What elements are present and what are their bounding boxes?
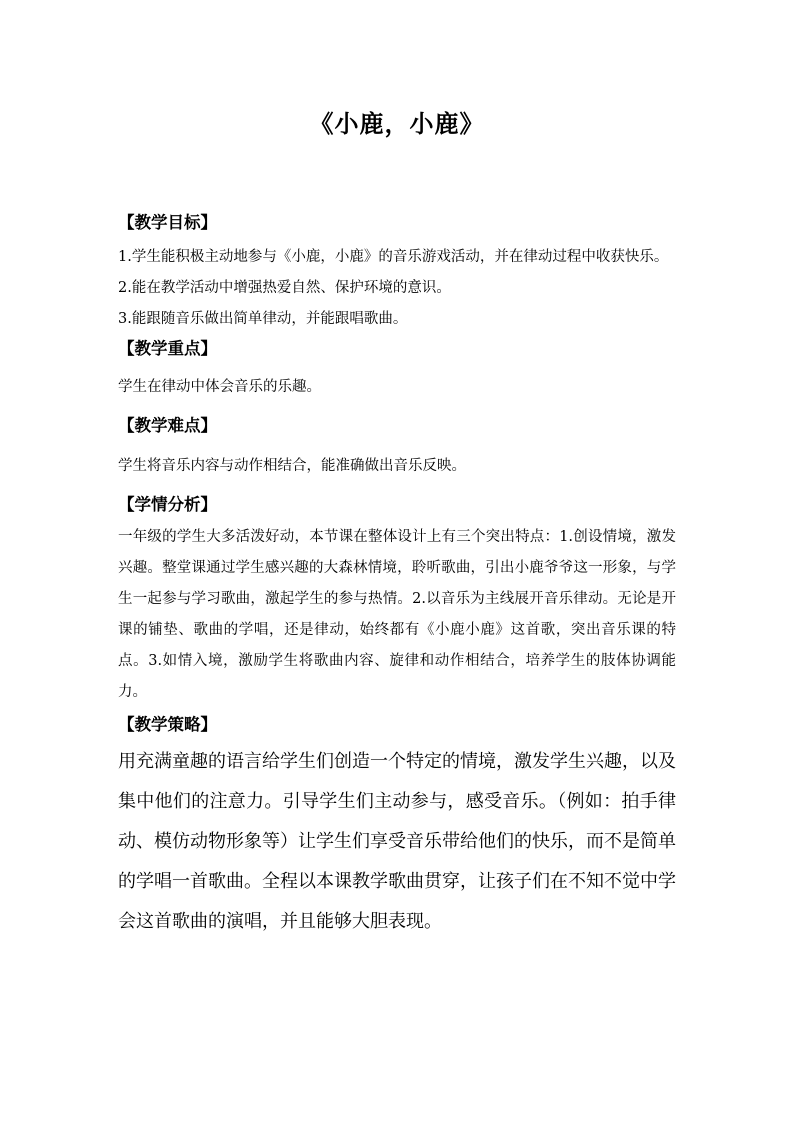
section-teaching-strategy xyxy=(118,714,676,942)
paragraph: 2.能在教学活动中增强热爱自然、保护环境的意识。 xyxy=(118,280,451,296)
section-heading: 【教学重点】 xyxy=(118,339,217,358)
section-learner-analysis xyxy=(118,494,676,708)
section-heading: 【教学策略】 xyxy=(118,715,217,734)
section-heading: 【学情分析】 xyxy=(118,495,217,514)
section-teaching-objectives xyxy=(118,212,676,335)
paragraph: 一年级的学生大多活泼好动，本节课在整体设计上有三个突出特点：1.创设情境，激发兴趣。整堂课通过学生感兴趣的大森林情境，聆听歌曲，引出小鹿爷爷这一形象，与学生一起参与学习歌曲，激起学生的参与热情。2.以音乐为主线展开音乐律动。无论是开课的铺垫、歌曲的学唱，还是律动，始终都有《小鹿小鹿》这首歌，突出音乐课的特点。3.如情入境，激励学生将歌曲内容、旋律和动作相结合，培养学生的肢体协调能力。 xyxy=(118,529,676,700)
paragraph: 学生在律动中体会音乐的乐趣。 xyxy=(118,379,321,395)
paragraph: 1.学生能积极主动地参与《小鹿，小鹿》的音乐游戏活动，并在律动过程中收获快乐。 xyxy=(118,249,669,265)
title-spacer xyxy=(118,152,676,212)
paragraph: 用充满童趣的语言给学生们创造一个特定的情境，激发学生兴趣，以及集中他们的注意力。引导学生们主动参与，感受音乐。（例如：拍手律动、模仿动物形象等）让学生们享受音乐带给他们的快乐，而不是简单的学唱一首歌曲。全程以本课教学歌曲贯穿，让孩子们在不知不觉中学会这首歌曲的演唱，并且能够大胆表现。 xyxy=(118,751,676,932)
section-heading: 【教学难点】 xyxy=(118,416,217,435)
section-key-points xyxy=(118,338,676,403)
section-heading: 【教学目标】 xyxy=(118,213,217,232)
paragraph: 学生将音乐内容与动作相结合，能准确做出音乐反映。 xyxy=(118,458,466,474)
document-title: 《小鹿，小鹿》 xyxy=(309,109,485,138)
section-difficulties xyxy=(118,415,676,482)
paragraph: 3.能跟随音乐做出简单律动，并能跟唱歌曲。 xyxy=(118,311,408,327)
